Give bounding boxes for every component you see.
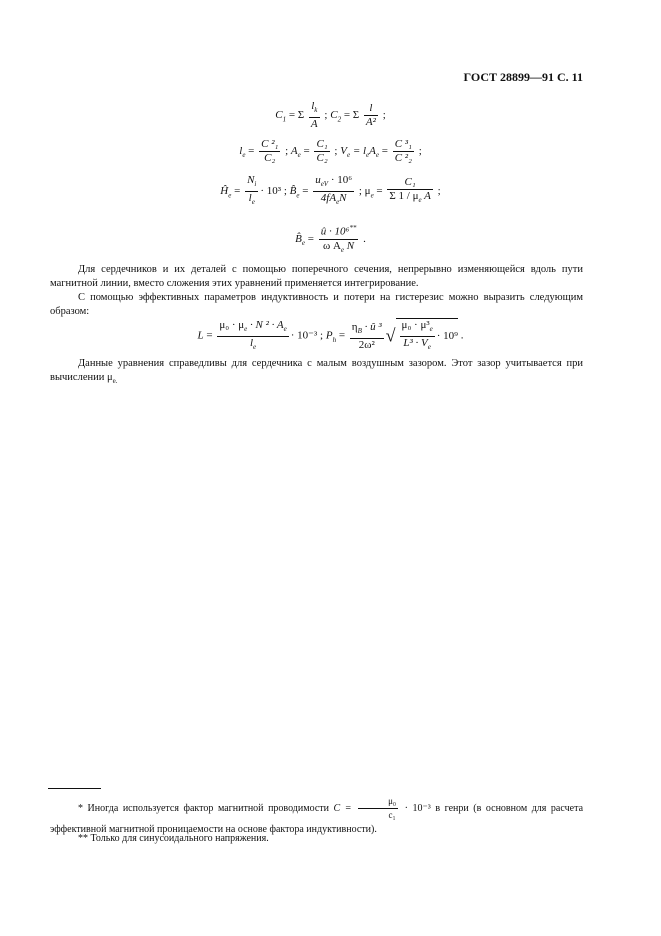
page-header: ГОСТ 28899—91 С. 11 <box>463 70 583 84</box>
formula-c1-c2: $C_1 = \Sigma$ $\frac{l_k}{A}$ ; $C_2 = \Sigma$ $\frac{l}{\text{A²}}$ ; <box>275 100 386 131</box>
formula-le-ae-ve: $l_e$ = $\frac{\text{C ²₁}}{\text{C₂}}$ ; $A_e$ = $\frac{\text{C₁}}{\text{C₂}}$ ; $V_e = l_eA_e$ = $\frac{\text{C ³₁}}{\text{C ²₂}}$ ; <box>239 138 422 164</box>
formula-inductance-losses: L = $\frac{\mu_0 \cdot \mu_e \cdot N ^2 \cdot A_e}{l_e}$ · 10⁻³ ; $P_h$ = $\frac{\eta_B \cdot û ^3}{\text{2ω²}}$ √ $\frac{\mu_0 \cdot \mu^3_e}{L^3 \cdot V_e}$ · 10⁹ . <box>0 318 661 354</box>
footnote-divider <box>48 788 101 789</box>
formula-be-peak: $B̂_e$ = $\frac{û \cdot 10^6^{**}}{\omega A_e N}$ . <box>295 224 366 254</box>
footnote-2: ** Только для синусоидального напряжения. <box>78 833 269 844</box>
paragraph-air-gap: Данные уравнения справедливы для сердечника с малым воздушным зазором. Этот зазор учитывается при вычислении $\mu_{e.}$ <box>50 358 583 386</box>
formula-he-be-mue: $Ĥ_e$ = $\frac{N_i}{l_e}$ · 10³ ; $B̂_e$ = $u_{eV} \cdot 10^6$ $4fA_eN$ ; $\mu_e$ = $\frac{\text{C₁}}{\Sigma 1 / \mu_e A}$ ; <box>220 174 441 207</box>
sqrt-sign: √ <box>385 325 396 346</box>
paragraph-effective-params: С помощью эффективных параметров индуктивность и потери на гистерезис можно выразить следующим образом: <box>50 292 583 317</box>
footnote-1: * Иногда используется фактор магнитной проводимости C = $\frac{\text{μ₀}}{\text{c₁}}$ · 10⁻³ в генри (в основном для расчета эффективной магнитной проницаемости на основе фактора индуктивности). <box>50 796 584 835</box>
paragraph-integration: Для сердечников и их деталей с помощью поперечного сечения, непрерывно изменяющейся вдоль пути магнитной линии, вместо сложения этих уравнений применяется интегрирование. <box>50 264 583 289</box>
